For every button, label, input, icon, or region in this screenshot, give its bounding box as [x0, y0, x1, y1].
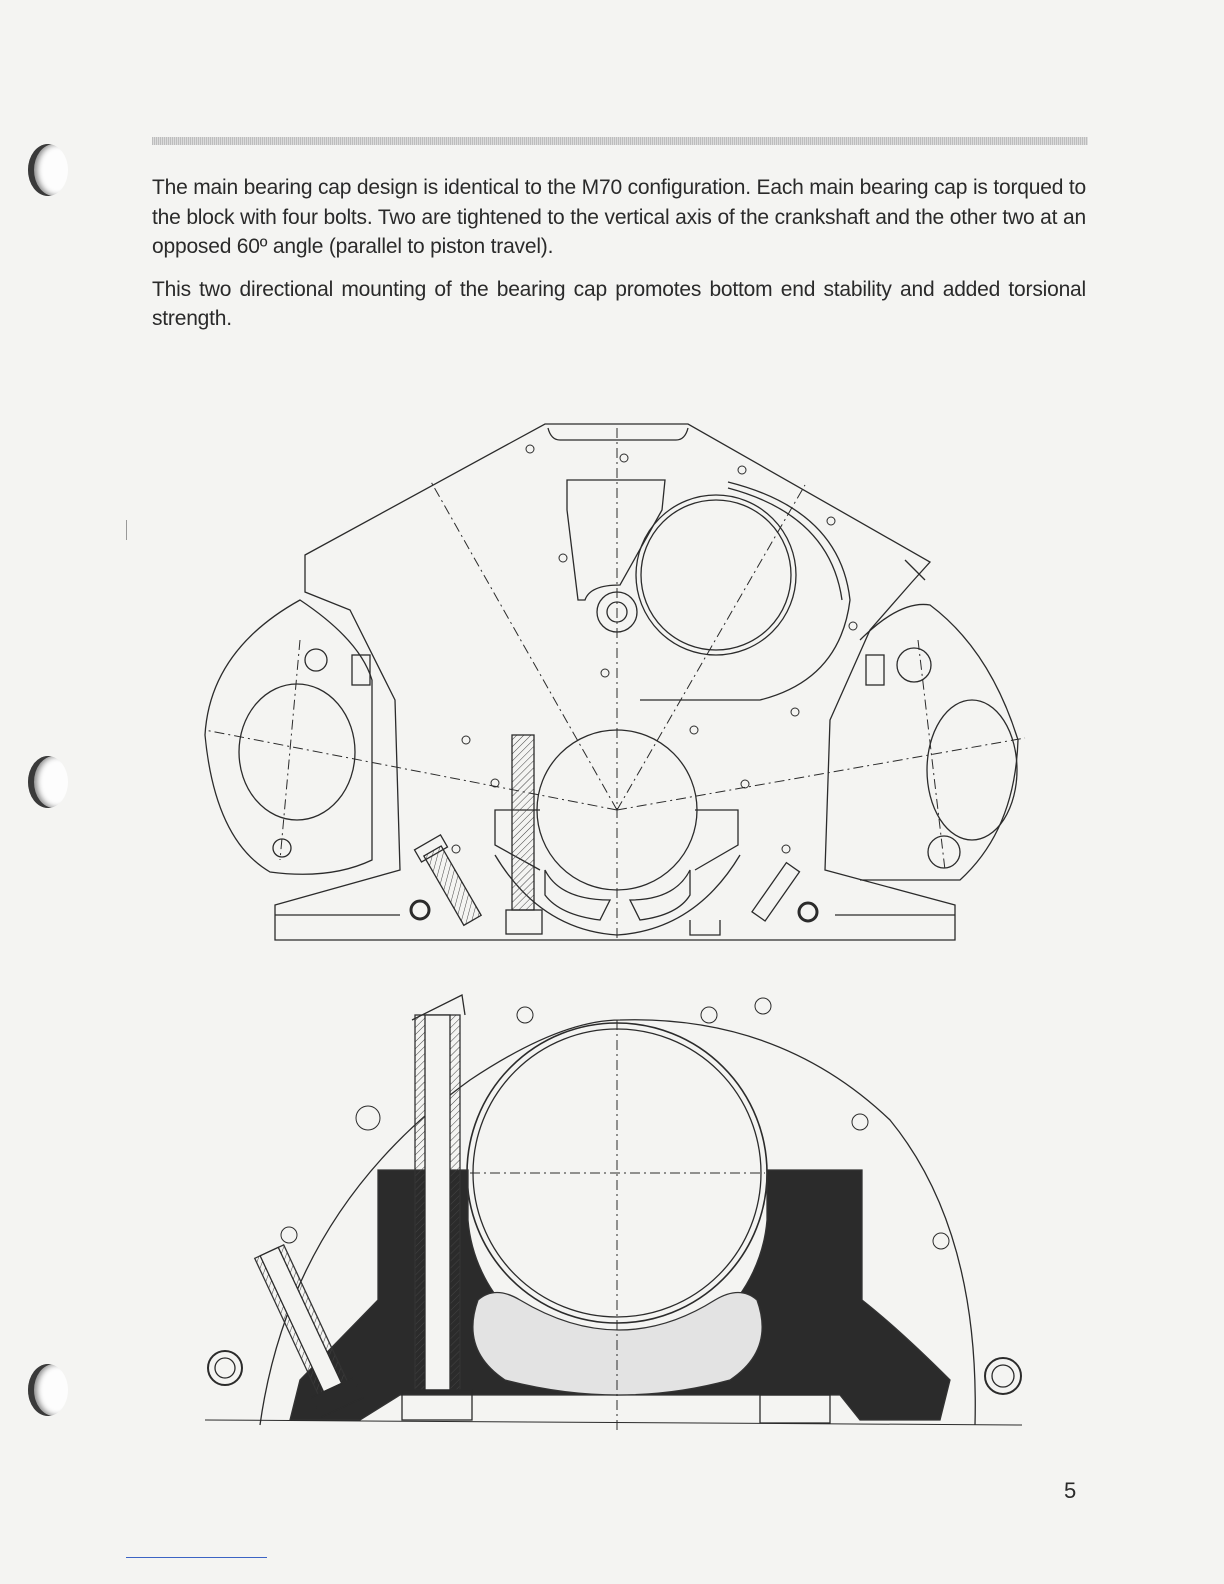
margin-tick [126, 520, 127, 540]
link-underline [126, 1557, 267, 1558]
paragraph-2: This two directional mounting of the bearing cap promotes bottom end stability and added torsional strength. [152, 277, 1086, 330]
engine-block-cross-section-icon [205, 424, 1025, 940]
bearing-cap-section-icon [205, 995, 1022, 1430]
paragraph-1: The main bearing cap design is identical to the M70 configuration. Each main bearing cap is torqued to the block with four bolts. Two are tightened to the vertical axis of the crankshaft and the other two at an opposed 60º angle (parallel to piston travel). [152, 176, 1086, 258]
page-number: 5 [1064, 1478, 1077, 1503]
